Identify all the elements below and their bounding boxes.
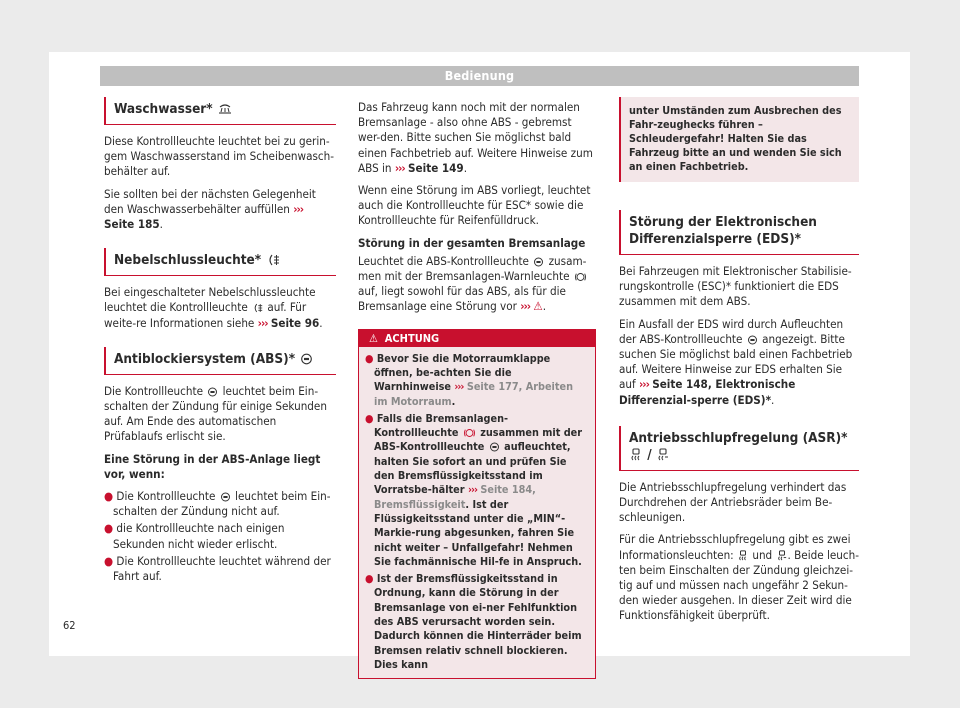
bullet-icon: ● [104,553,114,568]
manual-page [49,52,910,671]
list-item: ● Die Kontrollleuchte leuchtet während der Fahrt auf. [104,553,331,584]
washer-fluid-icon [218,103,232,115]
traction-control-icon [630,448,642,461]
list-item: ● Die Kontrollleuchte leuchtet beim Ein-schalten der Zündung nicht auf. [104,489,331,519]
warning-box [358,329,596,680]
paragraph: Die Kontrollleuchte leuchtet beim Ein-schalten der Zündung für einige Sekunden auf. Am Ende des automatischen Prüfablaufs erlischt sie. [104,383,327,444]
column-1 [104,97,336,586]
bullet-icon: ● [104,521,114,536]
column-3 [619,97,859,631]
traction-control-icon [738,550,748,561]
abs-warning-icon [220,492,231,502]
paragraph: Das Fahrzeug kann noch mit der normalen Bremsanlage - also ohne ABS - gebremst wer-den. Bitte suchen Sie möglichst bald einen Fachbetrieb auf. Weitere Hinweise zum ABS in ››› Seite 149. [358,100,593,175]
warning-continuation: unter Umständen zum Ausbrechen des Fahr-zeughecks führen – Schleudergefahr! Halten Sie das Fahrzeug bitte an und wenden Sie sich an einen Fachbetrieb. [619,97,859,182]
abs-warning-icon [489,442,500,452]
abs-warning-icon [207,387,218,397]
bullet-icon: ● [365,572,374,586]
paragraph: Diese Kontrollleuchte leuchtet bei zu gerin-gem Waschwasserstand im Scheibenwasch-behälter auf. [104,134,335,179]
warning-body [359,347,595,679]
warning-header: ⚠ ACHTUNG [359,330,595,347]
traction-control-off-icon [657,448,669,461]
heading-asr: Antriebsschlupfregelung (ASR)* / [619,426,859,471]
rear-fog-light-icon [252,303,263,313]
paragraph: Wenn eine Störung im ABS vorliegt, leuchtet auch die Kontrollleuchte für ESC* sowie die Kontrollleuchte für Reifenfülldruck. [358,183,591,228]
bullet-icon: ● [365,351,374,365]
page-reference[interactable]: Seite 149 [408,160,464,175]
column-2 [358,100,596,679]
traction-control-off-icon [777,550,787,561]
heading-washer-fluid: Waschwasser* [104,97,336,125]
page-number: 62 [63,619,76,632]
brake-warning-icon [463,428,476,438]
heading-eds: Störung der Elektronischen Differenzialsperre (EDS)* [619,210,859,255]
brake-warning-icon [574,272,587,282]
page-reference[interactable]: Seite 185 [104,217,160,232]
warning-item: ● Ist der Bremsflüssigkeitsstand in Ordnung, kann die Störung in der Bremsanlage von ei-ner Fehlfunktion des ABS verursacht worden sein. Dadurch können die Hinterräder beim Bremsen relativ schnell blockieren. Dies kann [365,572,582,671]
abs-warning-icon [533,257,544,267]
page-reference[interactable]: Seite 177, Arbeiten im Motorraum [374,380,574,408]
list-item: ● die Kontrollleuchte nach einigen Sekunden nicht wieder erlischt. [104,521,285,551]
warning-item: ● Falls die Bremsanlagen-Kontrollleuchte zusammen mit der ABS-Kontrollleuchte aufleuchtet, halten Sie sofort an und prüfen Sie den Bremsflüssigkeitsstand im Vorratsbe-hälter ››› Seite 184, Bremsflüssigkeit. Ist der Flüssigkeitsstand unter die „MIN“-Markie-rung abgesunken, fahren Sie nicht weiter – Unfallgefahr! Nehmen Sie fachmännische Hil-fe in Anspruch. [365,411,583,568]
bullet-icon: ● [104,489,114,504]
page-reference[interactable]: Seite 96 [270,315,320,330]
paragraph: Bei eingeschalteter Nebelschlussleuchte leuchtet die Kontrollleuchte auf. Für weite-re Informationen siehe ››› Seite 96. [104,285,323,330]
page-reference[interactable]: Seite 184, Bremsflüssigkeit [374,483,536,511]
rear-fog-light-icon [266,254,280,266]
bullet-icon: ● [365,411,374,425]
warning-triangle-icon: ⚠ [369,331,378,345]
paragraph: Leuchtet die ABS-Kontrollleuchte zusam-men mit der Bremsanlagen-Warnleuchte auf, liegt sowohl für das ABS, als für die Bremsanlage eine Störung vor ››› ⚠. [358,253,587,314]
heading-abs: Antiblockiersystem (ABS)* [104,347,336,375]
abs-warning-icon [300,353,313,365]
paragraph-bold: Eine Störung in der ABS-Anlage liegt vor, wenn: [104,451,321,481]
paragraph: Sie sollten bei der nächsten Gelegenheit den Waschwasserbehälter auffüllen ››› Seite 185. [104,186,316,232]
abs-warning-icon [747,335,758,345]
paragraph: Für die Antriebsschlupfregelung gibt es zwei Informationsleuchten: und . Beide leuch-ten beim Einschalten der Zündung gleichzei-tig auf und müssen nach ungefähr 2 Sekun-den wieder ausgehen. In dieser Zeit wird die Funktionsfähigkeit überprüft. [619,532,859,623]
paragraph: Ein Ausfall der EDS wird durch Aufleuchten der ABS-Kontrollleuchte angezeigt. Bitte suchen Sie möglichst bald einen Fachbetrieb auf. Weitere Hinweise zur EDS erhalten Sie auf ››› Seite 148, Elektronische Differenzial-sperre (EDS)*. [619,316,853,407]
paragraph: Bei Fahrzeugen mit Elektronischer Stabilisie-rungskontrolle (ESC)* funktioniert die EDS zusammen mit dem ABS. [619,264,852,309]
subheading: Störung in der gesamten Bremsanlage [358,235,586,250]
paragraph: Die Antriebsschlupfregelung verhindert das Durchdrehen der Antriebsräder beim Be-schleunigen. [619,479,847,525]
section-header: Bedienung [100,66,859,86]
warning-triangle-icon: ⚠ [533,299,543,314]
page-reference[interactable]: Seite 148, Elektronische Differenzial-sperre (EDS)* [619,377,796,407]
warning-item: ● Bevor Sie die Motorraumklappe öffnen, be-achten Sie die Warnhinweise ››› Seite 177, Arbeiten im Motorraum. [365,351,574,408]
heading-rear-fog-light: Nebelschlussleuchte* [104,248,336,276]
